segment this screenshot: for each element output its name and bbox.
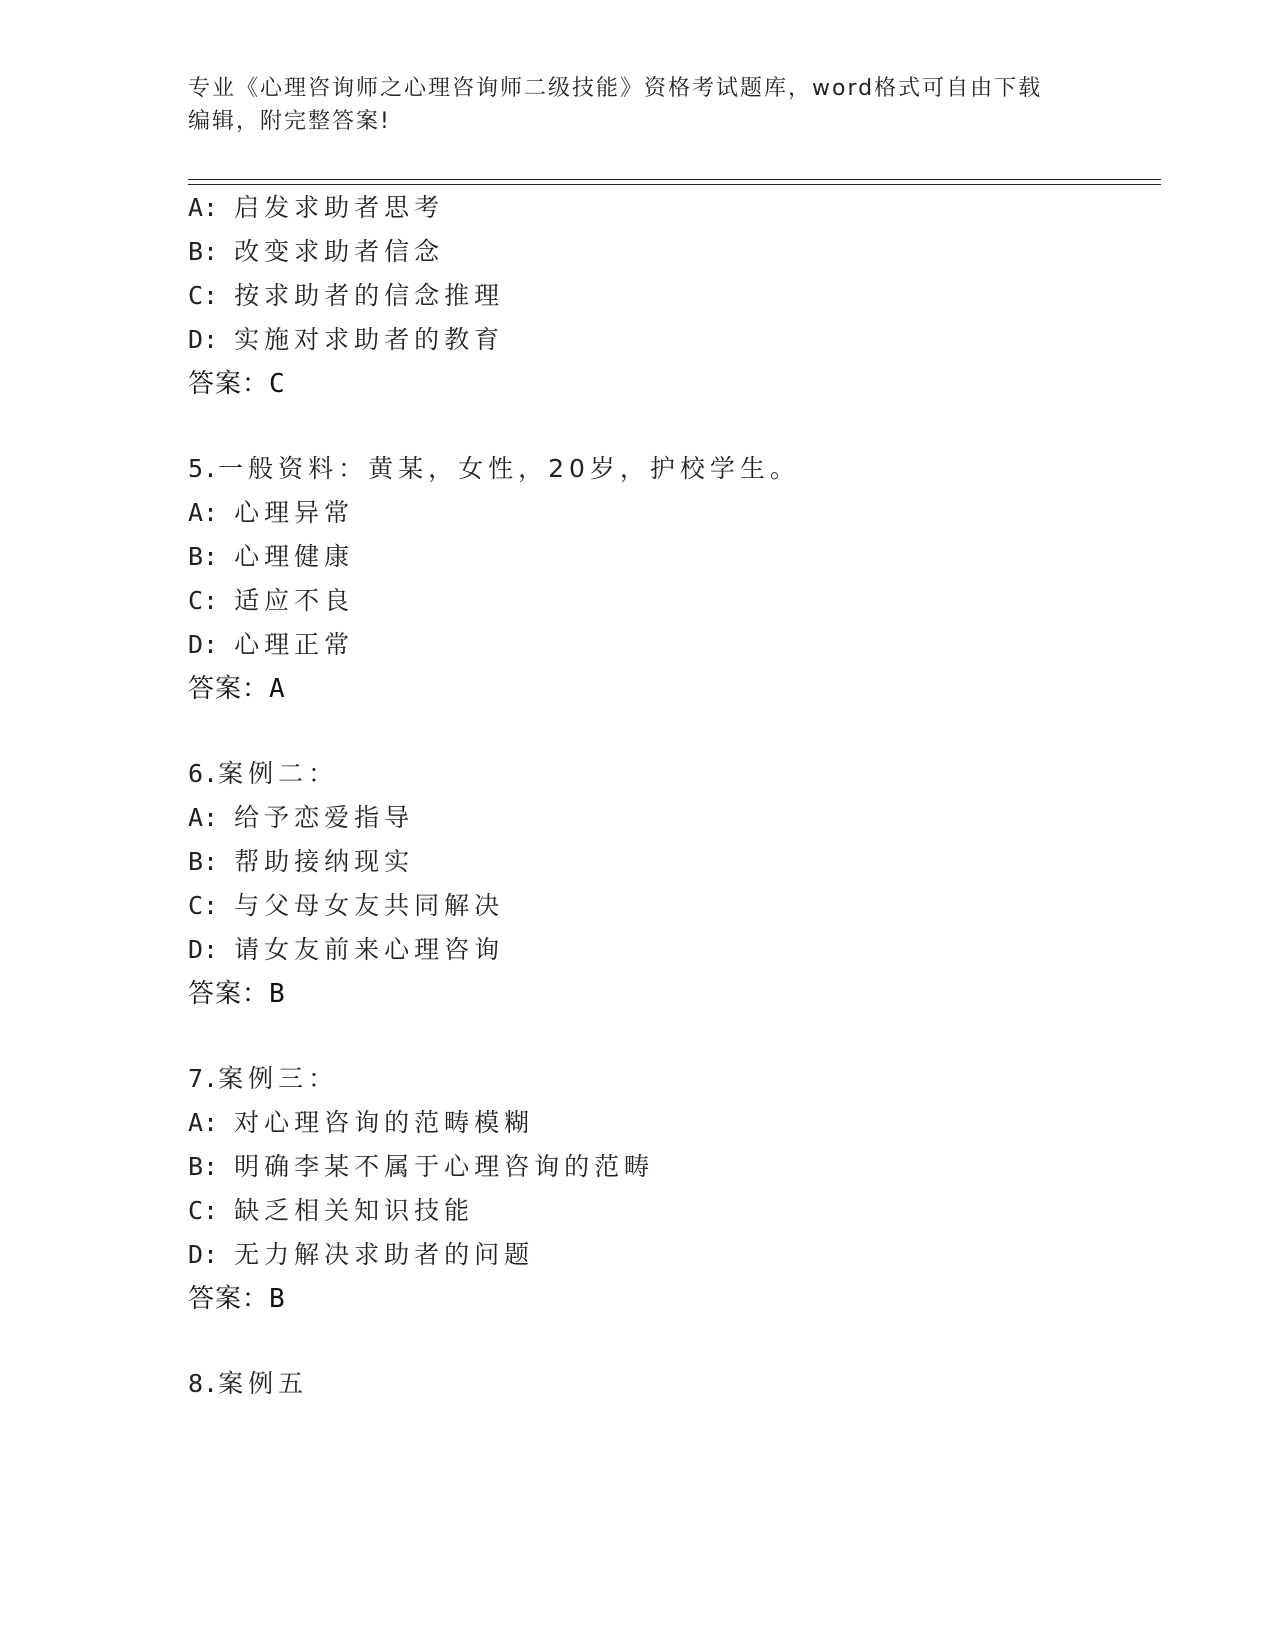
option-text: 明确李某不属于心理咨询的范畴 [234,1152,655,1181]
question-text: 案例三： [218,1064,339,1093]
option-letter: B: [188,542,219,571]
option-text: 心理异常 [234,498,355,527]
q7-stem [188,1062,338,1096]
q7-answer [188,1282,286,1316]
q6-stem [188,757,338,791]
q4-option-d [188,323,504,357]
answer-label: 答案： [188,369,270,399]
q7-option-d [188,1238,534,1272]
option-text: 与父母女友共同解决 [234,891,505,920]
answer-value: B [269,979,286,1009]
option-letter: C: [188,891,219,920]
answer-value: C [269,369,286,399]
q8-stem [188,1367,308,1401]
option-text: 给予恋爱指导 [234,803,415,832]
question-text: 案例五 [218,1369,309,1398]
q6-answer [188,977,286,1011]
q5-option-d [188,628,354,662]
q7-option-b [188,1150,654,1184]
q5-option-c [188,584,354,618]
q6-option-b [188,845,414,879]
option-letter: C: [188,281,219,310]
q4-option-c [188,279,504,313]
q5-option-a [188,496,354,530]
question-text: 一般资料：黄某，女性，20岁，护校学生。 [218,454,800,483]
q6-option-c [188,889,504,923]
q7-option-a [188,1106,534,1140]
option-text: 帮助接纳现实 [234,847,415,876]
option-text: 改变求助者信念 [234,237,445,266]
option-letter: B: [188,237,219,266]
option-text: 缺乏相关知识技能 [234,1196,475,1225]
document-header [188,72,1088,138]
answer-value: B [269,1284,286,1314]
option-letter: A: [188,193,219,222]
question-number: 5. [188,454,219,483]
question-number: 7. [188,1064,219,1093]
q5-stem [188,452,800,486]
q4-option-b [188,235,444,269]
header-line-1: 专业《心理咨询师之心理咨询师二级技能》资格考试题库，word格式可自由下载 [188,76,1043,101]
header-divider-top [188,179,1161,180]
option-text: 心理健康 [234,542,355,571]
q5-answer [188,672,286,706]
header-divider-bottom [188,184,1161,185]
option-text: 对心理咨询的范畴模糊 [234,1108,535,1137]
option-letter: D: [188,325,219,354]
answer-label: 答案： [188,979,270,1009]
option-letter: B: [188,847,219,876]
question-number: 6. [188,759,219,788]
option-letter: C: [188,586,219,615]
option-text: 实施对求助者的教育 [234,325,505,354]
q7-option-c [188,1194,474,1228]
q5-option-b [188,540,354,574]
option-letter: C: [188,1196,219,1225]
q4-option-a [188,191,444,225]
q4-answer [188,367,286,401]
option-text: 请女友前来心理咨询 [234,935,505,964]
option-letter: D: [188,1240,219,1269]
option-letter: D: [188,630,219,659]
option-text: 适应不良 [234,586,355,615]
option-text: 按求助者的信念推理 [234,281,505,310]
answer-value: A [269,674,286,704]
option-letter: A: [188,1108,219,1137]
answer-label: 答案： [188,674,270,704]
question-number: 8. [188,1369,219,1398]
option-text: 启发求助者思考 [234,193,445,222]
option-letter: A: [188,803,219,832]
option-text: 心理正常 [234,630,355,659]
answer-label: 答案： [188,1284,270,1314]
q6-option-a [188,801,414,835]
option-letter: D: [188,935,219,964]
option-letter: B: [188,1152,219,1181]
option-letter: A: [188,498,219,527]
option-text: 无力解决求助者的问题 [234,1240,535,1269]
q6-option-d [188,933,504,967]
question-text: 案例二： [218,759,339,788]
header-line-2: 编辑，附完整答案! [188,109,391,134]
